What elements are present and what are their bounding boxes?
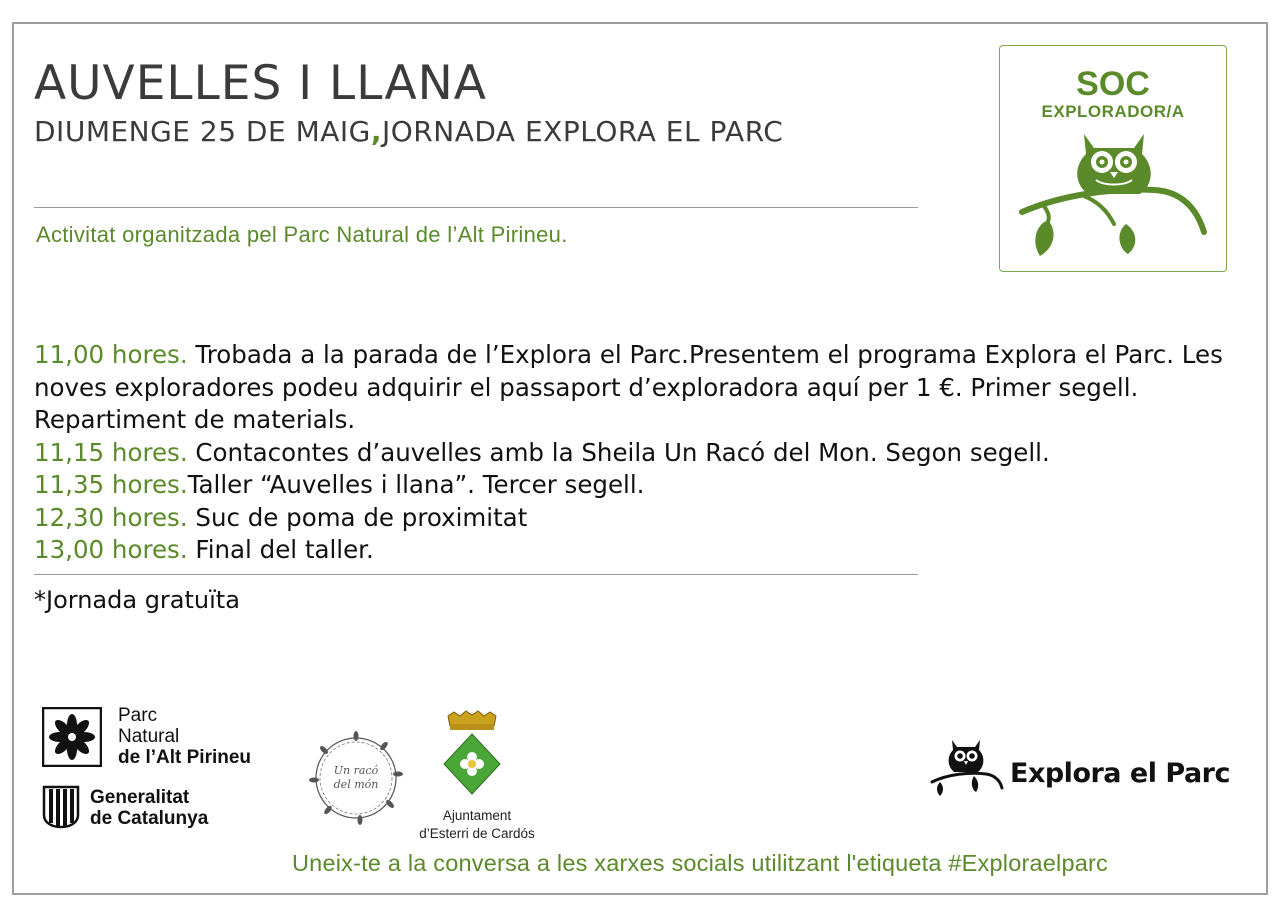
schedule-time: 11,35 hores. xyxy=(34,470,188,499)
schedule-text: Final del taller. xyxy=(187,535,374,564)
logo-un-raco-del-mon xyxy=(308,730,404,826)
logo-explora-el-parc xyxy=(930,738,1230,800)
esterri-line-2: d’Esterri de Cardós xyxy=(419,826,535,841)
divider-bottom xyxy=(34,574,918,575)
explorer-badge xyxy=(999,45,1227,272)
subtitle-separator: , xyxy=(370,115,382,148)
pnap-line-3: de l’Alt Pirineu xyxy=(118,747,252,768)
schedule-time: 12,30 hores. xyxy=(34,502,188,532)
divider-top xyxy=(34,207,918,208)
subtitle-event: JORNADA EXPLORA EL PARC xyxy=(382,115,784,148)
schedule-text: Taller “Auvelles i llana”. Tercer segell. xyxy=(187,470,645,499)
logo-generalitat xyxy=(42,785,242,835)
esterri-coat-of-arms-icon xyxy=(438,710,506,800)
logo-ajuntament-esterri xyxy=(402,710,552,845)
page-title: AUVELLES I LLANA xyxy=(34,56,487,111)
raco-line-2: del món xyxy=(333,778,379,791)
page-subtitle xyxy=(34,115,783,148)
esterri-line-1: Ajuntament xyxy=(442,808,512,823)
explora-wordmark: Explora el Parc xyxy=(1010,758,1230,789)
badge-title: SOC xyxy=(1076,65,1150,103)
schedule-text: Trobada a la parada de l’Explora el Parc.Presentem el programa Explora el Parc. Les noves exploradores podeu adquirir el passaport d’exploradora aquí per 1 €. Primer segell. Repartiment de materials. xyxy=(34,340,1223,434)
schedule-list xyxy=(34,339,1234,567)
schedule-time: 11,00 hores. xyxy=(34,340,188,369)
raco-line-1: Un racó xyxy=(333,764,379,777)
logo-parc-natural xyxy=(42,705,292,775)
generalitat-emblem-icon xyxy=(42,785,80,829)
subtitle-date: DIUMENGE 25 DE MAIG xyxy=(34,115,371,148)
organizer-text: Activitat organitzada pel Parc Natural de l’Alt Pirineu. xyxy=(36,222,568,247)
owl-on-branch-icon xyxy=(930,738,1004,798)
pnap-line-1: Parc xyxy=(118,705,158,726)
social-hashtag-text: Uneix-te a la conversa a les xarxes socials utilitzant l'etiqueta #Exploraelparc xyxy=(292,850,1108,876)
gencat-line-2: de Catalunya xyxy=(90,808,209,829)
schedule-text: Contacontes d’auvelles amb la Sheila Un Racó del Mon. Segon segell. xyxy=(187,437,1050,467)
owl-on-branch-icon xyxy=(1014,128,1214,268)
schedule-time: 13,00 hores. xyxy=(34,535,188,564)
schedule-time: 11,15 hores. xyxy=(34,437,188,467)
free-event-note: *Jornada gratuïta xyxy=(34,586,240,614)
parc-natural-emblem-icon xyxy=(42,707,102,767)
badge-subtitle: EXPLORADOR/A xyxy=(1041,102,1185,121)
pnap-line-2: Natural xyxy=(118,726,180,747)
gencat-line-1: Generalitat xyxy=(90,787,190,808)
schedule-text: Suc de poma de proximitat xyxy=(187,502,528,532)
